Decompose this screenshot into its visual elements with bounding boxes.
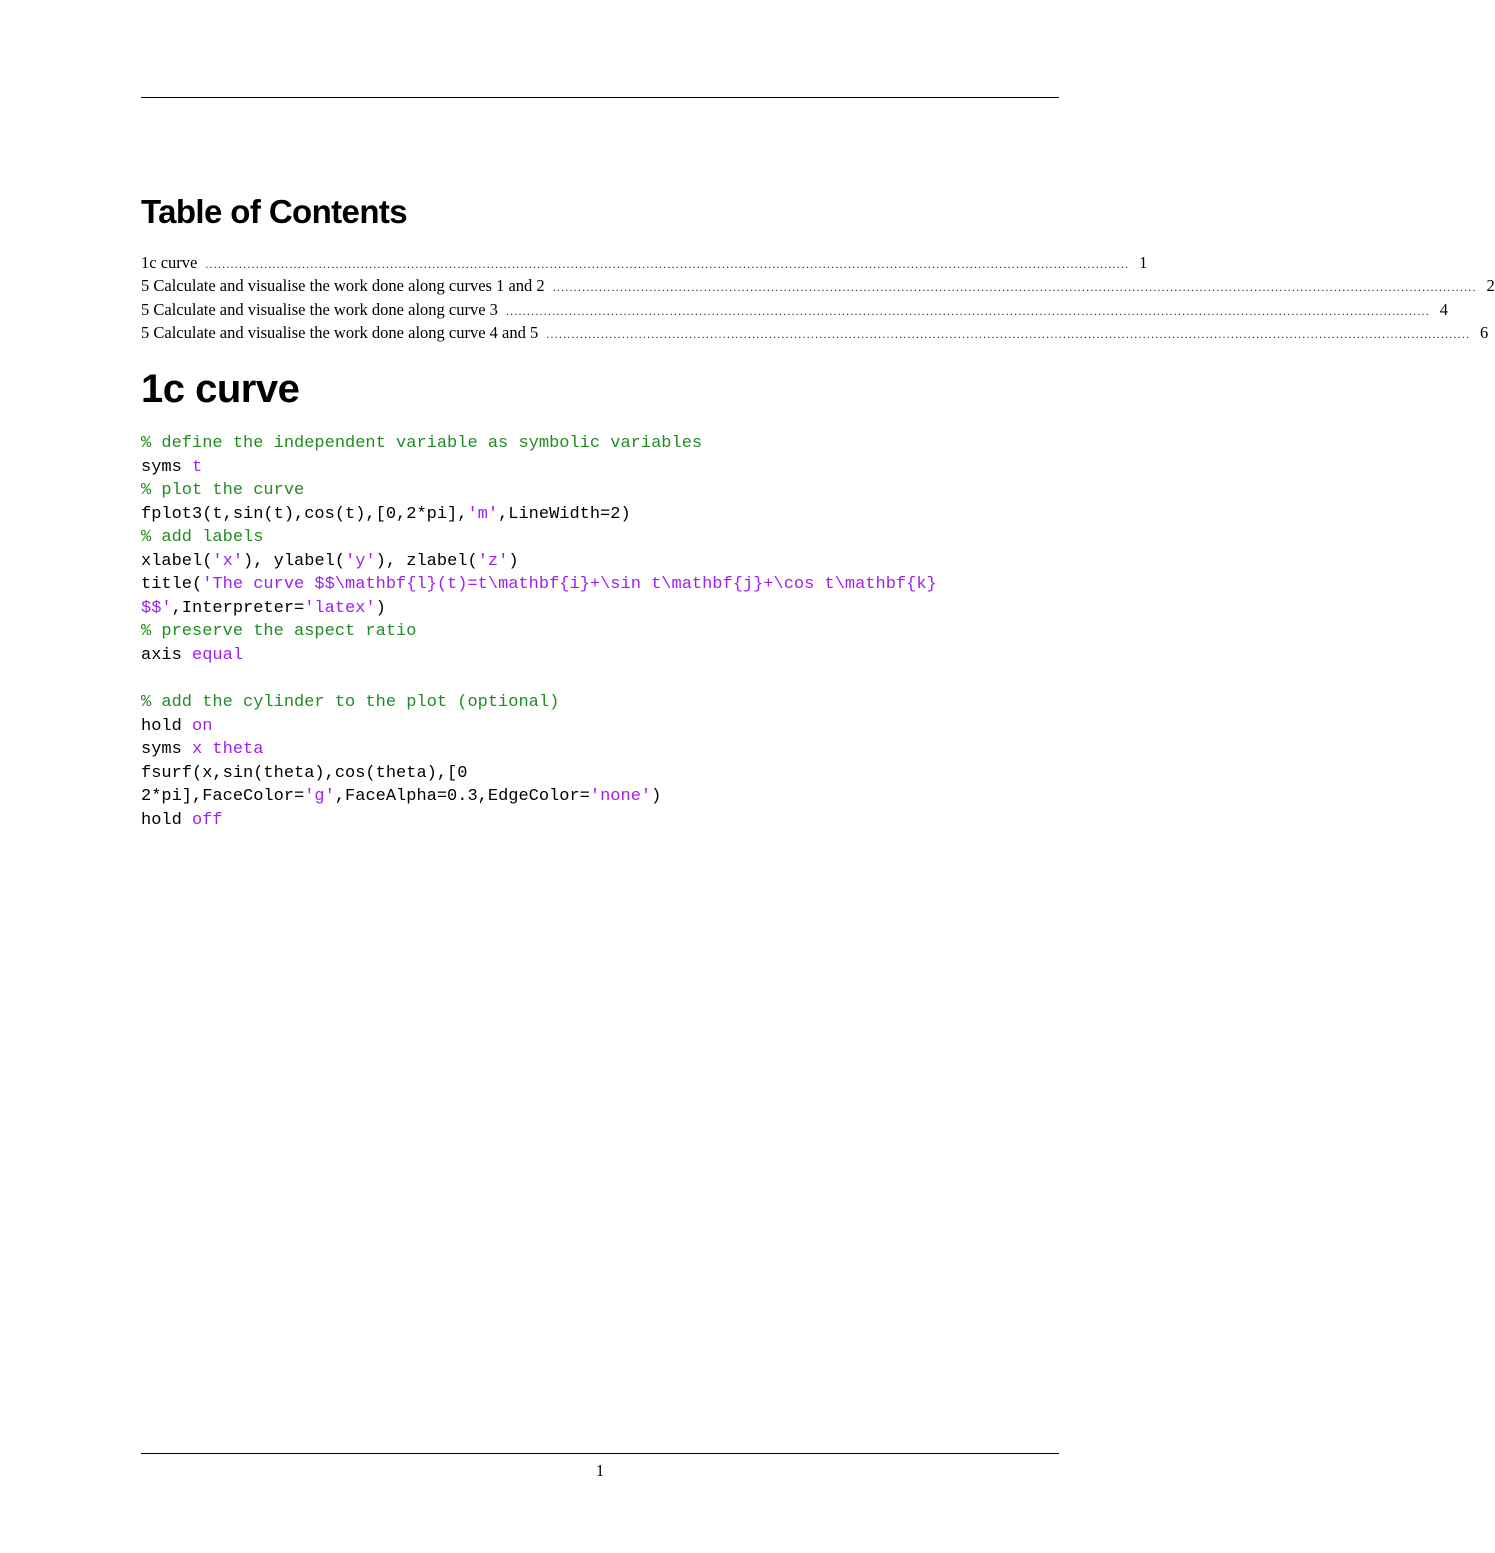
toc-entry-label: 5 Calculate and visualise the work done along curve 3 xyxy=(141,299,498,319)
code-line xyxy=(141,479,1071,503)
code-string: 'z' xyxy=(477,551,509,571)
code-string: x theta xyxy=(192,740,264,760)
code-text: ), ylabel( xyxy=(243,551,346,571)
code-text: ) xyxy=(375,598,386,618)
code-line xyxy=(141,667,1071,691)
code-text: ), zlabel( xyxy=(375,551,478,571)
code-text: fsurf(x,sin(theta),cos(theta),[0 xyxy=(141,763,468,783)
code-line xyxy=(141,503,1071,527)
code-string: 'y' xyxy=(345,551,376,571)
code-text: fplot3(t,sin(t),cos(t),[0,2*pi], xyxy=(141,504,468,524)
code-comment: % add the cylinder to the plot (optional) xyxy=(141,693,560,713)
table-of-contents xyxy=(141,251,1495,345)
toc-entry-curves-1-and-2[interactable] xyxy=(141,274,1495,297)
code-string: 'latex' xyxy=(304,598,376,618)
code-listing xyxy=(141,432,1071,832)
toc-leader-dots: ............................................................................................................................................................................................................................ xyxy=(505,303,1430,318)
toc-entry-page: 1 xyxy=(1139,253,1148,272)
code-string: 'The curve $$\mathbf{l}(t)=t\mathbf{i}+\sin t\mathbf{j}+\cos t\mathbf{k} xyxy=(202,575,937,595)
toc-entry-label: 1c curve xyxy=(141,253,198,272)
code-text: hold xyxy=(141,716,193,736)
code-text: syms xyxy=(141,740,193,760)
toc-leader-dots: ............................................................................................................................................................................................................................ xyxy=(546,327,1471,342)
code-text: syms xyxy=(141,457,193,477)
toc-entry-page: 2 xyxy=(1486,276,1495,296)
code-comment: % plot the curve xyxy=(141,481,305,501)
code-string: t xyxy=(192,457,203,477)
toc-leader-dots: ............................................................................................................................................................................................................................ xyxy=(205,257,1130,271)
code-line xyxy=(141,526,1071,550)
code-line xyxy=(141,785,1071,809)
code-line xyxy=(141,715,1071,739)
footer-rule xyxy=(141,1453,1059,1454)
code-comment: % add labels xyxy=(141,528,264,548)
code-string: $$' xyxy=(141,598,172,618)
code-line xyxy=(141,573,1071,597)
code-text: ) xyxy=(508,551,519,571)
code-string: 'm' xyxy=(467,504,499,524)
header-rule xyxy=(141,97,1059,98)
code-text: ,FaceAlpha=0.3,EdgeColor= xyxy=(334,787,590,807)
code-text: ,Interpreter= xyxy=(171,598,305,618)
toc-entry-page: 6 xyxy=(1480,323,1489,343)
code-line xyxy=(141,620,1071,644)
page-number: 1 xyxy=(595,1461,605,1480)
code-string: 'x' xyxy=(212,551,244,571)
code-line xyxy=(141,597,1071,621)
code-string: 'none' xyxy=(589,787,652,807)
code-string: 'g' xyxy=(304,787,335,807)
code-line xyxy=(141,762,1071,786)
code-string: on xyxy=(192,716,213,736)
code-text: axis xyxy=(141,645,193,665)
code-string: off xyxy=(192,810,223,830)
toc-title: Table of Contents xyxy=(141,193,408,230)
code-text: ) xyxy=(651,787,662,807)
toc-leader-dots: ............................................................................................................................................................................................................................ xyxy=(552,280,1477,295)
code-line xyxy=(141,456,1071,480)
toc-entry-label: 5 Calculate and visualise the work done along curves 1 and 2 xyxy=(141,276,545,296)
code-line xyxy=(141,432,1071,456)
section-title: 1c curve xyxy=(141,367,300,411)
code-line xyxy=(141,691,1071,715)
toc-entry-curves-4-and-5[interactable] xyxy=(141,321,1489,344)
code-comment: % define the independent variable as symbolic variables xyxy=(141,434,703,453)
toc-entry-label: 5 Calculate and visualise the work done along curve 4 and 5 xyxy=(141,323,539,343)
code-text: title( xyxy=(141,575,203,595)
code-text: 2*pi],FaceColor= xyxy=(141,787,305,807)
code-string: equal xyxy=(192,645,244,665)
code-text: ,LineWidth=2) xyxy=(498,504,631,524)
code-comment: % preserve the aspect ratio xyxy=(141,622,417,642)
code-line xyxy=(141,809,1071,833)
code-line xyxy=(141,644,1071,668)
code-text: hold xyxy=(141,810,193,830)
code-line xyxy=(141,738,1071,762)
toc-entry-1c-curve[interactable] xyxy=(141,251,1148,274)
toc-entry-curve-3[interactable] xyxy=(141,298,1448,321)
code-line xyxy=(141,550,1071,574)
code-text: xlabel( xyxy=(141,551,213,571)
toc-entry-page: 4 xyxy=(1439,299,1448,319)
